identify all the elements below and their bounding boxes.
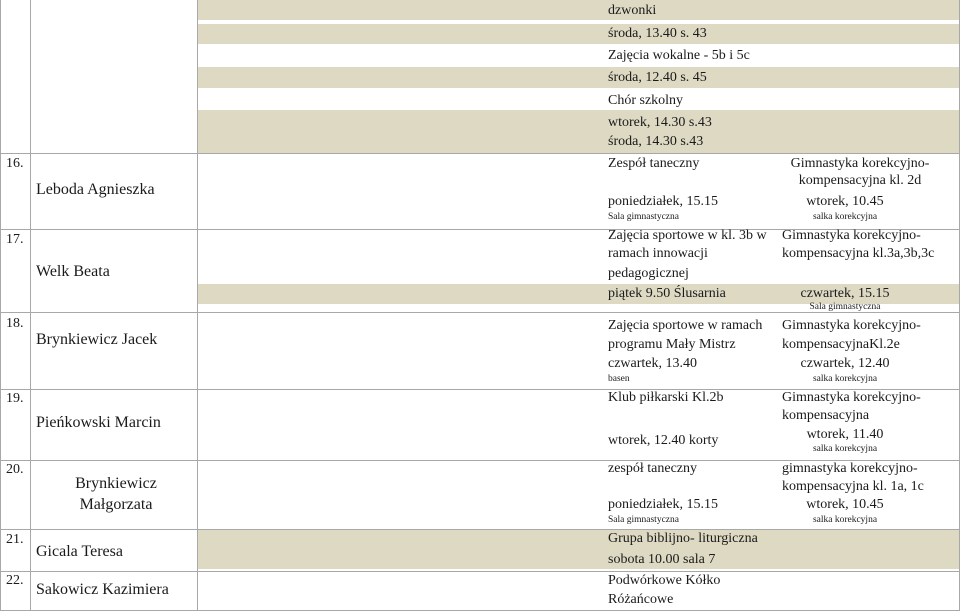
activity-text: Zespół taneczny — [608, 156, 700, 171]
activity-room: salka korekcyjna — [812, 515, 878, 525]
row-divider — [0, 529, 960, 530]
teacher-name: Małgorzata — [79, 496, 153, 513]
row-number: 20. — [6, 462, 24, 477]
activity-time: czwartek, 13.40 — [608, 356, 698, 371]
activity-time: środa, 12.40 s. 45 — [608, 70, 707, 85]
activity-text: Zajęcia wokalne - 5b i 5c — [608, 48, 750, 63]
activity-text: Grupa biblijno- liturgiczna — [608, 531, 758, 546]
activity-room: Sala gimnastyczna — [608, 212, 679, 222]
activity-time: piątek 9.50 Ślusarnia — [608, 286, 726, 301]
teacher-name: Brynkiewicz Jacek — [36, 331, 158, 348]
activity-time: czwartek, 12.40 — [800, 356, 890, 371]
row-number: 21. — [6, 532, 24, 547]
activity-text: Gimnastyka korekcyjno- — [782, 228, 921, 243]
activity-room: salka korekcyjna — [812, 444, 878, 454]
row-divider — [0, 571, 960, 572]
teacher-name: Sakowicz Kazimiera — [36, 581, 169, 598]
activity-text: programu Mały Mistrz — [608, 337, 736, 352]
activity-time: sobota 10.00 sala 7 — [608, 552, 716, 567]
activity-text: zespół taneczny — [608, 461, 698, 476]
activity-time: poniedziałek, 15.15 — [608, 194, 719, 209]
activity-time: wtorek, 10.45 — [806, 194, 884, 209]
activity-text: gimnastyka korekcyjno- — [782, 461, 918, 476]
teacher-name: Gicala Teresa — [36, 543, 123, 560]
grid-line — [30, 0, 31, 611]
activity-text: kompensacyjna — [782, 408, 870, 423]
shade-band — [198, 529, 960, 549]
activity-text: kompensacyjna kl. 2d — [798, 173, 922, 188]
activity-text: Chór szkolny — [608, 93, 684, 108]
activity-time: wtorek, 10.45 — [806, 497, 884, 512]
shade-band — [198, 549, 960, 569]
row-divider — [0, 153, 960, 154]
activity-room: salka korekcyjna — [812, 374, 878, 384]
activity-text: Gimnastyka korekcyjno- — [782, 318, 921, 333]
activity-text: Zajęcia sportowe w kl. 3b w — [608, 228, 767, 243]
activity-time: wtorek, 11.40 — [806, 427, 884, 442]
teacher-name: Brynkiewicz — [75, 475, 157, 492]
row-number: 19. — [6, 391, 24, 406]
activity-text: pedagogicznej — [608, 266, 689, 281]
activity-text: Podwórkowe Kółko — [608, 573, 721, 588]
activity-time: wtorek, 12.40 korty — [608, 433, 719, 448]
activity-text: Klub piłkarski Kl.2b — [608, 390, 724, 405]
activity-text: Gimnastyka korekcyjno- — [782, 390, 921, 405]
shade-band — [198, 0, 960, 20]
activity-time: środa, 14.30 s.43 — [608, 134, 704, 149]
activity-text: dzwonki — [608, 3, 657, 18]
row-number: 16. — [6, 156, 24, 171]
activity-text: kompensacyjna kl.3a,3b,3c — [782, 246, 935, 261]
shade-band — [198, 24, 960, 44]
teacher-name: Welk Beata — [36, 263, 110, 280]
row-number: 17. — [6, 232, 24, 247]
teacher-name: Pieńkowski Marcin — [36, 414, 161, 431]
activity-text: ramach innowacji — [608, 246, 708, 261]
activity-room: salka korekcyjna — [812, 212, 878, 222]
row-number: 22. — [6, 573, 24, 588]
grid-line — [0, 0, 1, 611]
activity-time: czwartek, 15.15 — [800, 286, 890, 301]
activity-room: Sala gimnastyczna — [608, 515, 679, 525]
activity-text: kompensacyjna kl. 1a, 1c — [782, 479, 924, 494]
activity-time: środa, 13.40 s. 43 — [608, 26, 707, 41]
activity-room: Sala gimnastyczna — [809, 302, 881, 312]
activity-text: Gimnastyka korekcyjno- — [790, 156, 930, 171]
grid-line — [197, 0, 198, 611]
activity-time: wtorek, 14.30 s.43 — [608, 115, 712, 130]
activity-room: basen — [608, 374, 630, 384]
activity-text: Różańcowe — [608, 592, 674, 607]
teacher-name: Leboda Agnieszka — [36, 181, 155, 198]
activity-text: Zajęcia sportowe w ramach — [608, 318, 763, 333]
activity-time: poniedziałek, 15.15 — [608, 497, 719, 512]
shade-band — [198, 110, 960, 154]
shade-band — [198, 67, 960, 88]
activity-text: kompensacyjnaKl.2e — [782, 337, 900, 352]
row-number: 18. — [6, 316, 24, 331]
